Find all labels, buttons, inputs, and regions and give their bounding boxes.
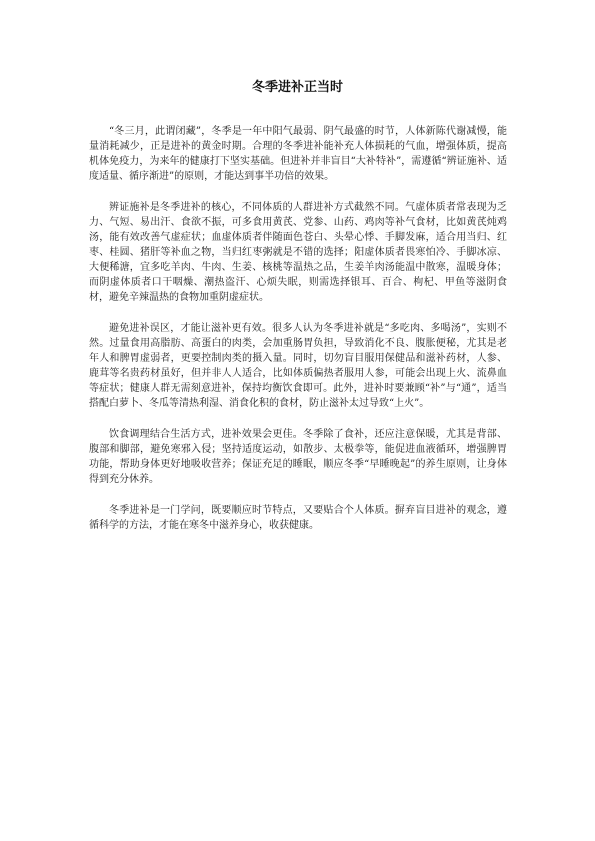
paragraph: 冬季进补是一门学问，既要顺应时节特点，又要贴合个人体质。摒弃盲目进补的观念，遵循科学的方法，才能在寒冬中滋养身心，收获健康。 xyxy=(89,505,507,531)
paragraph: “冬三月，此谓闭藏”，冬季是一年中阳气最弱、阴气最盛的时节，人体新陈代谢减慢，能量消耗减少，正是进补的黄金时期。合理的冬季进补能补充人体损耗的气血，增强体质，提高机体免疫力，为来年的健康打下坚实基础。但进补并非盲目“大补特补”，需遵循“辨证施补、适度适量、循序渐进”的原则，才能达到事半功倍的效果。 xyxy=(89,126,507,182)
document-body xyxy=(89,124,507,549)
paragraph: 饮食调理结合生活方式，进补效果会更佳。冬季除了食补，还应注意保暖，尤其是背部、腹部和脚部，避免寒邪入侵；坚持适度运动，如散步、太极拳等，能促进血液循环，增强脾胃功能，帮助身体更好地吸收营养；保证充足的睡眠，顺应冬季“早睡晚起”的养生原则，让身体得到充分休养。 xyxy=(89,429,507,485)
document-title: 冬季进补正当时 xyxy=(251,80,343,95)
paragraph: 避免进补误区，才能让滋补更有效。很多人认为冬季进补就是“多吃肉、多喝汤”，实则不然。过量食用高脂肪、高蛋白的肉类，会加重肠胃负担，导致消化不良、腹胀便秘，尤其是老年人和脾胃虚弱者，更要控制肉类的摄入量。同时，切勿盲目服用保健品和滋补药材，人参、鹿茸等名贵药材虽好，但并非人人适合，比如体质偏热者服用人参，可能会出现上火、流鼻血等症状；健康人群无需刻意进补，保持均衡饮食即可。此外，进补时要兼顾“补”与“通”，适当搭配白萝卜、冬瓜等清热利湿、消食化积的食材，防止滋补太过导致“上火”。 xyxy=(89,323,507,409)
paragraph: 辨证施补是冬季进补的核心，不同体质的人群进补方式截然不同。气虚体质者常表现为乏力、气短、易出汗、食欲不振，可多食用黄芪、党参、山药、鸡肉等补气食材，比如黄芪炖鸡汤，能有效改善气虚症状；血虚体质者伴随面色苍白、头晕心悸、手脚发麻，适合用当归、红枣、桂圆、猪肝等补血之物，当归红枣粥就是不错的选择；阳虚体质者畏寒怕冷、手脚冰凉、大便稀溏，宜多吃羊肉、牛肉、生姜、核桃等温热之品，生姜羊肉汤能温中散寒，温暖身体；而阴虚体质者口干咽燥、潮热盗汗、心烦失眠，则需选择银耳、百合、枸杞、甲鱼等滋阴食材，避免辛辣温热的食物加重阴虚症状。 xyxy=(89,202,507,303)
